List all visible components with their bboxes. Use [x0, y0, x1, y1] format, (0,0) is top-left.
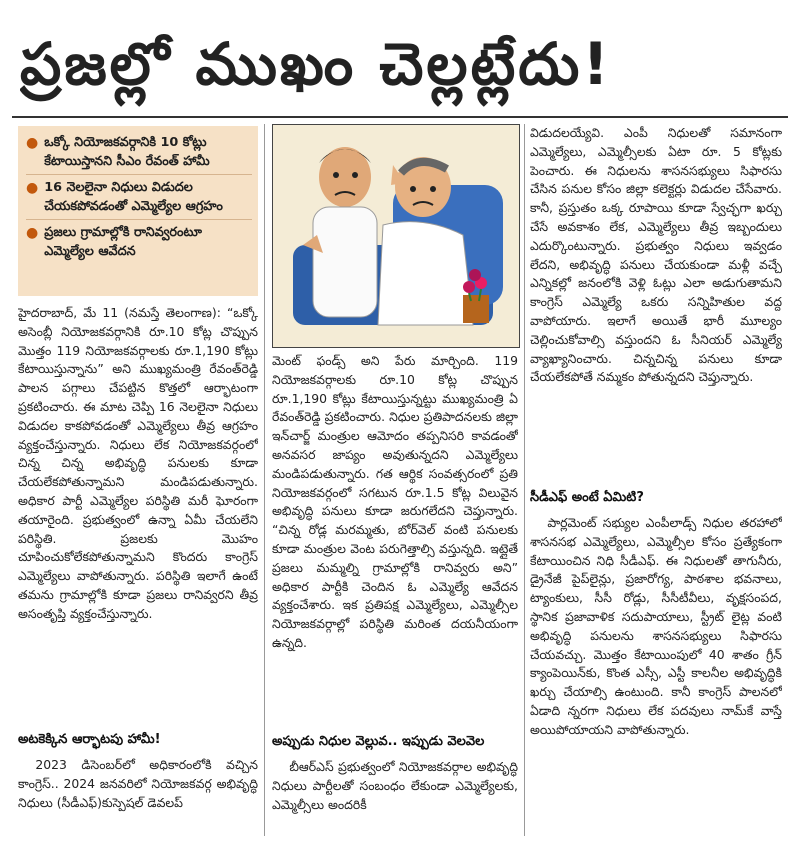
column-2-continued: [272, 758, 518, 836]
highlights-box: [18, 126, 258, 296]
headline: ప్రజల్లో ముఖం చెల్లట్లేదు!: [20, 30, 612, 98]
paragraph: పార్లమెంట్ సభ్యుల ఎంపీలాడ్స్ నిధుల తరహాలో శాసనసభ ఎమ్మెల్యేలు, ఎమ్మెల్సీల కోసం ప్రత్యేకంగా కేటాయించిన నిధి సీడీఎఫ్. ఈ నిధులతో తాగునీరు, డ్రైనేజీ పైప్‌లైన్లు, ప్రజారోగ్య, పాఠశాల భవనాలు, ట్యాంకులు, సీసీ రోడ్లు, సీసీటీవీలు, వృక్షసంపద, స్థానిక ప్రజావాళిక సదుపాయాలు, స్ట్రీట్ లైట్ల వంటి అభివృద్ధి పనులను శాసనసభ్యులు సిఫారసు చేయవచ్చు. మొత్తం కేటాయింపులో 40 శాతం గ్రీన్ క్యాంపెయిన్‌కు, కొంత ఎస్సీ, ఎస్టీ కాలనీల అభివృద్ధికి ఖర్చు చేయాల్సి ఉంటుంది. కానీ కాంగ్రెస్ పాలనలో ఏడాది న్నరగా నిధులు లేక పదవులు నామ్‌కే వాస్తే అయిపోయాయని వాపోతున్నారు.: [530, 515, 782, 737]
cartoon-icon: [273, 125, 519, 347]
column-3: [530, 124, 782, 480]
subhead-1: అటకెక్కిన ఆర్భాటపు హామీ!: [18, 732, 161, 747]
cartoon-illustration: [272, 124, 520, 348]
column-3-continued: [530, 514, 782, 836]
highlight-text: 16 నెలలైనా నిధులు విడుదల చేయకపోవడంతో ఎమ్మెల్యేల ఆగ్రహం: [44, 180, 223, 214]
paragraph: హైదరాబాద్, మే 11 (నమస్తే తెలంగాణ): “ఒక్కో అసెంబ్లీ నియోజకవర్గానికి రూ.10 కోట్ల చొప్పున మొత్తం 119 నియోజకవర్గాలకు రూ.1,190 కోట్లు కేటాయిస్తున్నాను” అని ముఖ్యమంత్రి రేవంత్‌రెడ్డి పాలన పగ్గాలు చేపట్టిన కొత్తలో ఆర్భాటంగా ప్రకటించారు. ఈ మాట చెప్పి 16 నెలలైనా నిధులు విడుదల కాకపోవడంతో ఎమ్మెల్యేలు తీవ్ర ఆగ్రహం వ్యక్తంచేస్తున్నారు. నిధులు లేక నియోజకవర్గంలో చిన్న చిన్న అభివృద్ధి పనులకు కూడా చేయలేకపోతున్నామని మండిపడుతున్నారు. అధికార పార్టీ ఎమ్మెల్యేల పరిస్థితి మరీ ఘోరంగా తయారైంది. ప్రభుత్వంలో ఉన్నా ఏమీ చేయలేని పరిస్థితి. ప్రజలకు మొహం చూపించుకోలేకపోతున్నామని కొందరు కాంగ్రెస్ ఎమ్మెల్యేలు వాపోతున్నారు. పరిస్థితి ఇలాగే ఉంటే తమను గ్రామాల్లోకి కూడా ప్రజలు రానివ్వరని తీవ్ర అసంతృప్తి వ్యక్తంచేస్తున్నారు.: [18, 305, 258, 621]
column-divider: [524, 124, 525, 836]
subhead-2: అప్పుడు నిధుల వెల్లువ.. ఇప్పుడు వెలవెల: [272, 734, 485, 749]
paragraph: విడుదలయ్యేవి. ఎంపీ నిధులతో సమానంగా ఎమ్మెల్యేలు, ఎమ్మెల్సీలకు ఏటా రూ. 5 కోట్లకు పెంచారు. ఈ నిధులను శాసనసభ్యులు సిఫారసు చేసిన పనుల కోసం జిల్లా కలెక్టర్లు విడుదల చేసేవారు. కానీ, ప్రస్తుతం ఒక్క రూపాయి కూడా స్వేచ్ఛగా ఖర్చు చేసే అవకాశం లేక, ఎమ్మెల్యేలు తీవ్ర ఇబ్బందులు ఎదుర్కొంటున్నారు. ప్రభుత్వం నిధులు ఇవ్వడం లేదని, అభివృద్ధి పనులు చేయకుండా మళ్లీ వచ్చే ఎన్నికల్లో జనంలోకి వెళ్లి ఓట్లు ఎలా అడుగుతామని కాంగ్రెస్ ఎమ్మెల్యే ఒకరు సన్నిహితుల వద్ద వాపోయారు. ఇలాగే అయితే భారీ మూల్యం చెల్లించుకోవాల్సి వస్తుందని ఓ సీనియర్ ఎమ్మెల్యే వ్యాఖ్యానించారు. చిన్నచిన్న పనులు కూడా చేయలేకపోతే నమ్మకం పోతున్నదని చెప్తున్నారు.: [530, 125, 782, 385]
column-1-continued: [18, 756, 258, 836]
bullet-icon: ●: [26, 135, 39, 151]
column-1: [18, 304, 258, 722]
paragraph: మెంట్ ఫండ్స్ అని పేరు మార్చింది. 119 నియోజకవర్గాలకు రూ.10 కోట్ల చొప్పున రూ.1,190 కోట్లు కేటాయిస్తున్నట్టు ముఖ్యమంత్రి ఏ రేవంత్‌రెడ్డి ప్రకటించారు. నిధుల ప్రతిపాదనలకు జిల్లా ఇన్‌చార్జ్ మంత్రుల ఆమోదం తప్పనిసరి కావడంతో అనవసర జాప్యం అవుతున్నదని ఎమ్మెల్యేలు మండిపడుతున్నారు. గత ఆర్థిక సంవత్సరంలో ప్రతి నియోజకవర్గంలో సగటున రూ.1.5 కోట్ల విలువైన అభివృద్ధి పనులు కూడా జరుగలేదని చెప్తున్నారు. “చిన్న రోడ్ల మరమ్మతు, బోర్‌వెల్ వంటి పనులకు కూడా మంత్రుల వెంట పరుగెత్తాల్సి వస్తున్నది. ఇట్లైతే ప్రజలు మమ్మల్ని గ్రామాల్లోకి రానివ్వరు అని” అధికార పార్టీకి చెందిన ఓ ఎమ్మెల్యే ఆవేదన వ్యక్తంచేశారు. ఇక ప్రతిపక్ష ఎమ్మెల్యేలు, ఎమ్మెల్సీల నియోజకవర్గాల్లో పరిస్థితి మరింత దయనీయంగా ఉన్నది.: [272, 353, 518, 650]
bullet-icon: ●: [26, 225, 39, 241]
headline-rule: [12, 116, 788, 118]
subhead-3: సీడీఎఫ్ అంటే ఏమిటి?: [530, 490, 644, 505]
highlight-item: [26, 179, 252, 220]
highlight-text: ప్రజలు గ్రామాల్లోకి రానివ్వరంటూ ఎమ్మెల్యేల ఆవేదన: [44, 225, 202, 259]
highlight-item: [26, 134, 252, 175]
bullet-icon: ●: [26, 180, 39, 196]
highlight-item: [26, 224, 252, 264]
highlight-text: ఒక్కో నియోజకవర్గానికి 10 కోట్లు కేటాయిస్తానని సీఎం రేవంత్ హామీ: [44, 135, 210, 169]
paragraph: 2023 డిసెంబర్‌లో అధికారంలోకి వచ్చిన కాంగ్రెస్.. 2024 జనవరిలో నియోజకవర్గ అభివృద్ధి నిధులు (సీడీఎఫ్)కుస్పెషల్ డెవలప్: [18, 757, 258, 810]
paragraph: బీఆర్‌ఎస్ ప్రభుత్వంలో నియోజకవర్గాల అభివృద్ధి నిధులు పార్టీలతో సంబంధం లేకుండా ఎమ్మెల్యేలకు, ఎమ్మెల్సీలు అందరికీ: [272, 759, 518, 812]
column-divider: [264, 124, 265, 836]
column-2: [272, 352, 518, 728]
